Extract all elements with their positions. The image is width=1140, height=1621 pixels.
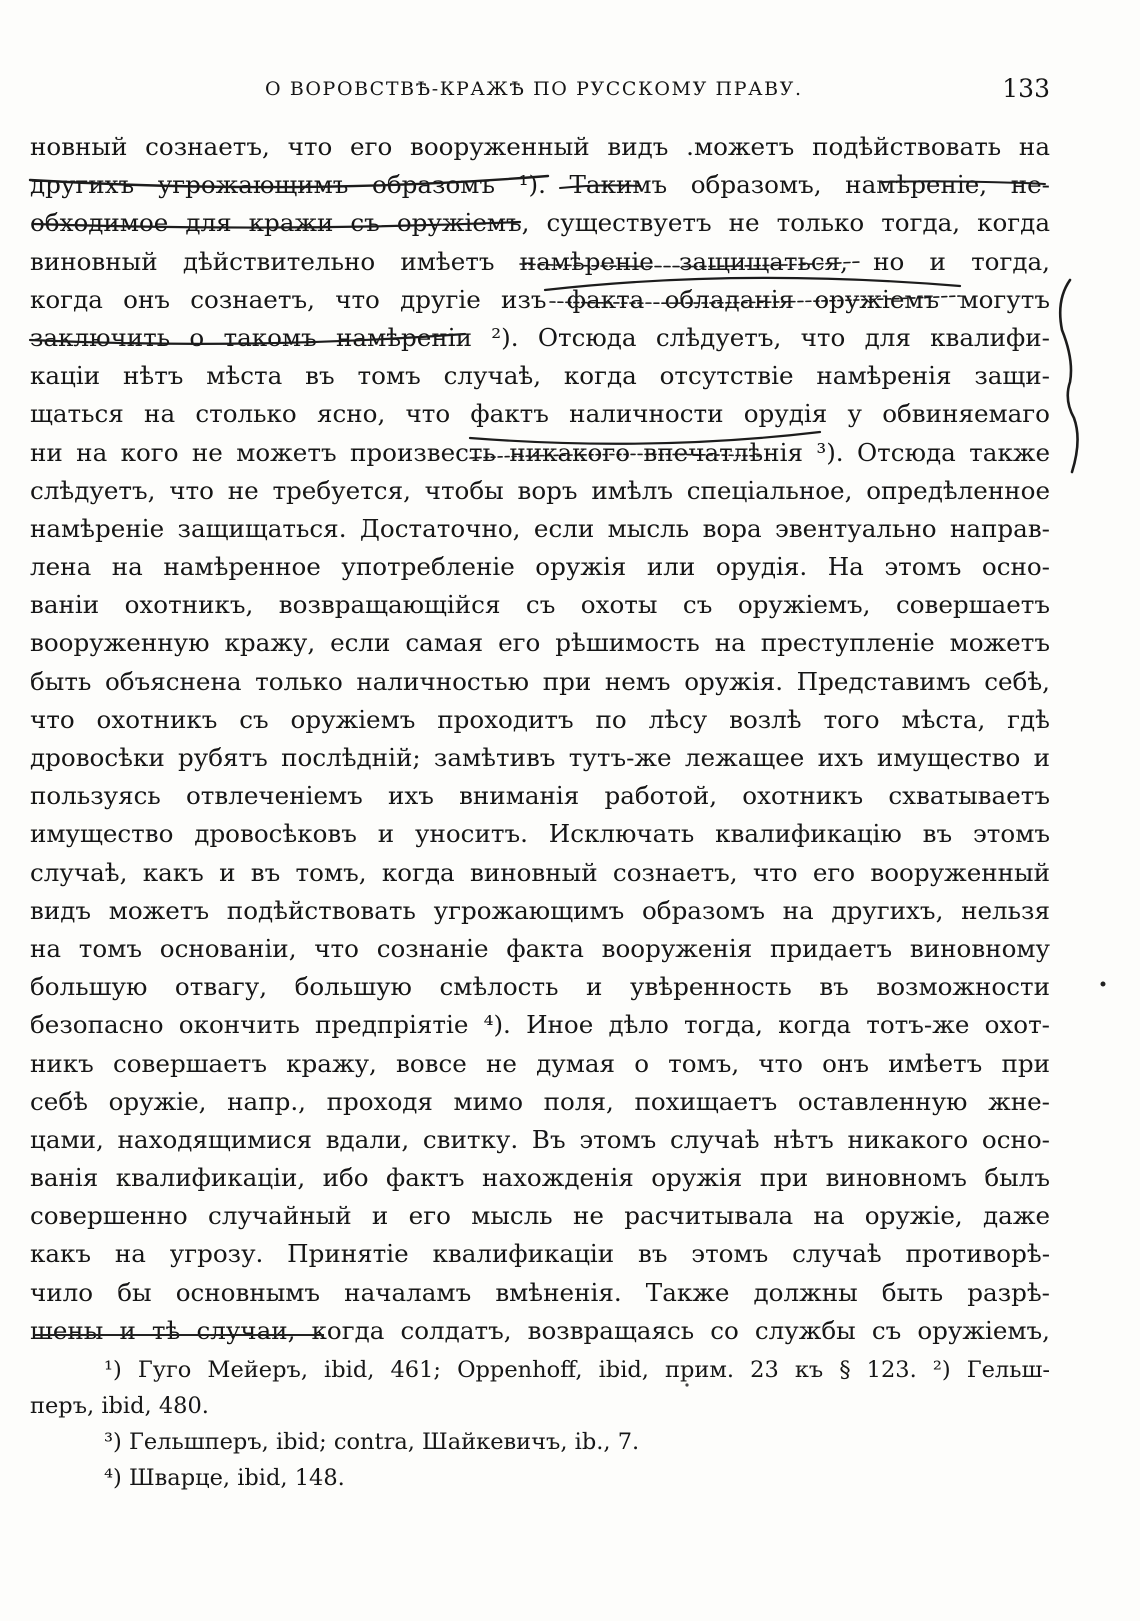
text-line: ванія квалификаціи, ибо фактъ нахожденія оружія при виновномъ былъ [30, 1163, 1050, 1193]
text-line: на томъ основаніи, что сознаніе факта вооруженія придаетъ виновному [30, 933, 1050, 963]
text-line: обходимое для кражи съ оружіемъ, существуетъ не только тогда, когда [30, 208, 1050, 238]
text-line: вооруженную кражу, если самая его рѣшимость на преступленіе можетъ [30, 628, 1050, 658]
text-line: видъ можетъ подѣйствовать угрожающимъ образомъ на другихъ, нельзя [30, 895, 1050, 925]
page-number: 133 [1002, 74, 1050, 103]
text-line: что охотникъ съ оружіемъ проходитъ по лѣсу возлѣ того мѣста, гдѣ [30, 704, 1050, 734]
text-line: большую отвагу, большую смѣлость и увѣренность въ возможности [30, 972, 1050, 1002]
text-line: ваніи охотникъ, возвращающійся съ охоты съ оружіемъ, совершаетъ [30, 590, 1050, 620]
text-line: когда онъ сознаетъ, что другіе изъ факта обладанія оружіемъ могутъ [30, 284, 1050, 314]
text-line: каціи нѣтъ мѣста въ томъ случаѣ, когда отсутствіе намѣренія защи- [30, 361, 1050, 391]
text-line: виновный дѣйствительно имѣетъ намѣреніе защищаться, но и тогда, [30, 246, 1050, 276]
text-line: быть объяснена только наличностью при немъ оружія. Представимъ себѣ, [30, 666, 1050, 696]
text-line: шены и тѣ случаи, когда солдатъ, возвращаясь со службы съ оружіемъ, [30, 1315, 1050, 1345]
running-title: О ВОРОВСТВѢ-КРАЖѢ ПО РУССКОМУ ПРАВУ. [265, 78, 803, 100]
main-text [30, 128, 1050, 1350]
footnote-rule [34, 1334, 324, 1336]
text-line: совершенно случайный и его мысль не расчитывала на оружіе, даже [30, 1201, 1050, 1231]
text-line: дровосѣки рубятъ послѣдній; замѣтивъ тутъ-же лежащее ихъ имущество и [30, 743, 1050, 772]
footnote-line: ¹) Гуго Мейеръ, ibid, 461; Oppenhoff, ibid, прим. 23 къ § 123. ²) Гельш- [104, 1357, 1050, 1383]
text-line: себѣ оружіе, напр., проходя мимо поля, похищаетъ оставленную жне- [30, 1086, 1050, 1116]
text-line: какъ на угрозу. Принятіе квалификаціи въ этомъ случаѣ противорѣ- [30, 1239, 1050, 1269]
dot-mark [1101, 982, 1106, 987]
text-line: цами, находящимися вдали, свитку. Въ этомъ случаѣ нѣтъ никакого осно- [30, 1124, 1050, 1154]
bracket-mark [1060, 280, 1077, 472]
text-line: имущество дровосѣковъ и уноситъ. Исключать квалификацію въ этомъ [30, 819, 1050, 849]
text-line: никъ совершаетъ кражу, вовсе не думая о томъ, что онъ имѣетъ при [30, 1048, 1050, 1078]
footnote-line: перъ, ibid, 480. [30, 1393, 209, 1419]
footnote-line: ³) Гельшперъ, ibid; contra, Шайкевичъ, ib., 7. [104, 1429, 640, 1455]
text-line: чило бы основнымъ началамъ вмѣненія. Также должны быть разрѣ- [30, 1277, 1050, 1307]
text-line: намѣреніе защищаться. Достаточно, если мысль вора эвентуально направ- [30, 513, 1050, 543]
text-line: случаѣ, какъ и въ томъ, когда виновный сознаетъ, что его вооруженный [30, 857, 1050, 887]
footnotes [30, 1352, 1050, 1496]
text-line: новный сознаетъ, что его вооруженный видъ .можетъ подѣйствовать на [30, 132, 1050, 161]
text-line: другихъ угрожающимъ образомъ ¹). Такимъ образомъ, намѣреніе, не- [30, 170, 1050, 200]
text-line: лена на намѣренное употребленіе оружія или орудія. На этомъ осно- [30, 552, 1050, 582]
text-line: пользуясь отвлеченіемъ ихъ вниманія работой, охотникъ схватываетъ [30, 781, 1050, 811]
footnote-line: ⁴) Шварце, ibid, 148. [104, 1465, 345, 1491]
text-line: заключить о такомъ намѣреніи ²). Отсюда слѣдуетъ, что для квалифи- [30, 322, 1050, 352]
text-line: слѣдуетъ, что не требуется, чтобы воръ имѣлъ спеціальное, опредѣленное [30, 475, 1050, 505]
text-line: безопасно окончить предпріятіе ⁴). Иное дѣло тогда, когда тотъ-же охот- [30, 1010, 1050, 1040]
text-line: ни на кого не можетъ произвесть никакого впечатлѣнія ³). Отсюда также [30, 437, 1050, 467]
text-line: щаться на столько ясно, что фактъ наличности орудія у обвиняемаго [30, 399, 1050, 429]
running-head [30, 74, 1050, 110]
